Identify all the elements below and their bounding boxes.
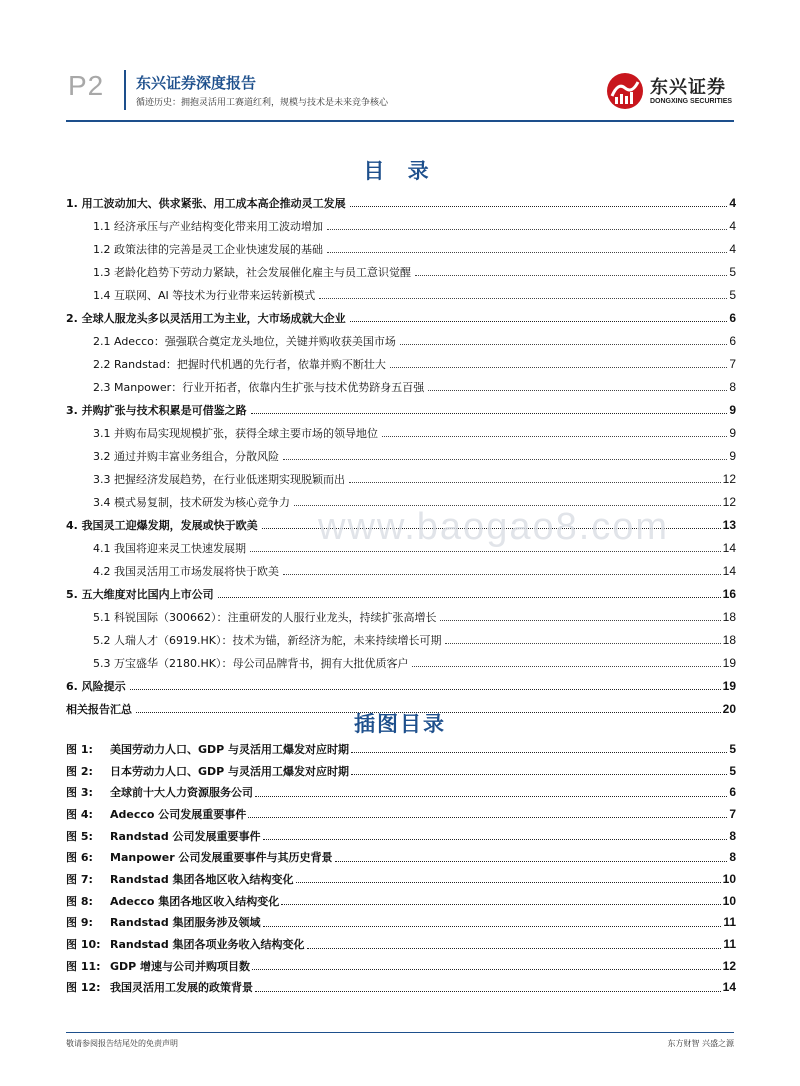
- toc-entry-page: 6: [729, 310, 736, 325]
- dot-leader: [327, 252, 727, 253]
- header-divider: [124, 70, 126, 110]
- toc-section-entry[interactable]: [66, 582, 736, 605]
- toc-section-entry[interactable]: [66, 306, 736, 329]
- figure-list-title: 插图目录: [354, 712, 446, 736]
- figure-entry[interactable]: [66, 760, 736, 782]
- toc-subsection-entry[interactable]: [66, 421, 736, 444]
- figure-title: 日本劳动力人口、GDP 与灵活用工爆发对应时期: [110, 764, 350, 778]
- figure-title: Adecco 公司发展重要事件: [110, 807, 247, 821]
- figure-entry[interactable]: [66, 846, 736, 868]
- figure-label: 图 6:: [66, 851, 93, 865]
- toc-entry-title: 4.1 我国将迎来灵工快速发展期: [93, 541, 246, 555]
- toc-entry-page: 14: [722, 563, 736, 578]
- figure-title: 全球前十大人力资源服务公司: [110, 786, 253, 800]
- toc-entry-title: 3. 并购扩张与技术积累是可借鉴之路: [66, 403, 247, 417]
- dot-leader: [440, 620, 720, 621]
- dot-leader: [400, 344, 727, 345]
- figure-entry[interactable]: [66, 955, 736, 977]
- dongxing-logo-icon: [606, 72, 644, 110]
- page-header: [0, 0, 800, 125]
- dot-leader: [415, 275, 727, 276]
- dot-leader: [350, 321, 728, 322]
- figure-title: Randstad 集团各项业务收入结构变化: [110, 938, 305, 952]
- figure-entry[interactable]: [66, 738, 736, 760]
- dot-leader: [350, 206, 728, 207]
- figure-page: 10: [722, 893, 736, 908]
- toc-entry-title: 3.1 并购布局实现规模扩张，获得全球主要市场的领导地位: [93, 426, 378, 440]
- report-title: 东兴证券深度报告: [136, 74, 257, 92]
- toc-entry-title: 5.2 人瑞人才（6919.HK）：技术为锚，新经济为舵，未来持续增长可期: [93, 633, 442, 647]
- toc-entry-title: 2. 全球人服龙头多以灵活用工为主业，大市场成就大企业: [66, 311, 346, 325]
- figure-label: 图 4:: [66, 807, 93, 821]
- toc-subsection-entry[interactable]: [66, 375, 736, 398]
- toc-entry-page: 5: [729, 264, 736, 279]
- figure-page: 5: [729, 741, 736, 756]
- dot-leader: [390, 367, 727, 368]
- footer-slogan: 东方财智 兴盛之源: [667, 1039, 734, 1048]
- toc-entry-title: 2.3 Manpower：行业开拓者，依靠内生扩张与技术优势跻身五百强: [93, 380, 425, 394]
- toc-entry-title: 4. 我国灵工迎爆发期，发展或快于欧美: [66, 518, 258, 532]
- figure-title: Randstad 公司发展重要事件: [110, 829, 261, 843]
- dot-leader: [250, 551, 721, 552]
- toc-entry-page: 16: [722, 586, 736, 601]
- toc-entry-title: 相关报告汇总: [66, 702, 132, 716]
- dot-leader: [382, 436, 727, 437]
- toc-entry-page: 19: [722, 655, 736, 670]
- header-rule: [66, 120, 734, 122]
- logo-english-name: DONGXING SECURITIES: [650, 98, 733, 105]
- toc-subsection-entry[interactable]: [66, 260, 736, 283]
- toc-entry-page: 9: [729, 448, 736, 463]
- toc-entry-page: 7: [729, 356, 736, 371]
- report-subtitle: 循迹历史：拥抱灵活用工赛道红利，规模与技术是未来竞争核心: [136, 98, 389, 108]
- logo-chinese-name: 东兴证券: [650, 77, 726, 98]
- figure-entry[interactable]: [66, 825, 736, 847]
- figure-label: 图 2:: [66, 764, 93, 778]
- figure-page: 12: [722, 958, 736, 973]
- dot-leader: [283, 459, 727, 460]
- toc-subsection-entry[interactable]: [66, 283, 736, 306]
- figure-page: 6: [729, 785, 736, 800]
- toc-entry-page: 18: [722, 632, 736, 647]
- company-logo: [606, 72, 746, 112]
- dot-leader: [130, 689, 721, 690]
- figure-entry[interactable]: [66, 912, 736, 934]
- figure-label: 图 3:: [66, 786, 93, 800]
- dot-leader: [445, 643, 720, 644]
- figure-page: 14: [722, 980, 736, 995]
- toc-subsection-entry[interactable]: [66, 214, 736, 237]
- toc-subsection-entry[interactable]: [66, 237, 736, 260]
- toc-entry-page: 12: [722, 494, 736, 509]
- dot-leader: [428, 390, 727, 391]
- toc-subsection-entry[interactable]: [66, 352, 736, 375]
- toc-entry-title: 5. 五大维度对比国内上市公司: [66, 587, 214, 601]
- dot-leader: [263, 839, 728, 840]
- figure-title: 美国劳动力人口、GDP 与灵活用工爆发对应时期: [110, 742, 350, 756]
- toc-subsection-entry[interactable]: [66, 651, 736, 674]
- toc-subsection-entry[interactable]: [66, 329, 736, 352]
- toc-entry-page: 20: [722, 701, 736, 716]
- dot-leader: [283, 574, 721, 575]
- figure-list: [66, 738, 736, 998]
- toc-entry-page: 4: [729, 195, 736, 210]
- toc-entry-title: 5.1 科锐国际（300662）：注重研发的人服行业龙头，持续扩张高增长: [93, 610, 437, 624]
- figure-title: Manpower 公司发展重要事件与其历史背景: [110, 851, 333, 865]
- toc-entry-title: 1.1 经济承压与产业结构变化带来用工波动增加: [93, 219, 323, 233]
- dot-leader: [255, 991, 721, 992]
- toc-subsection-entry[interactable]: [66, 444, 736, 467]
- toc-subsection-entry[interactable]: [66, 628, 736, 651]
- figure-entry[interactable]: [66, 977, 736, 999]
- toc-section-entry[interactable]: [66, 191, 736, 214]
- toc-entry-title: 6. 风险提示: [66, 679, 126, 693]
- toc-entry-page: 18: [722, 609, 736, 624]
- dot-leader: [281, 904, 720, 905]
- figure-title: 我国灵活用工发展的政策背景: [110, 981, 253, 995]
- toc-entry-title: 2.1 Adecco：强强联合奠定龙头地位，关键并购收获美国市场: [93, 334, 396, 348]
- dot-leader: [319, 298, 727, 299]
- toc-entry-page: 4: [729, 218, 736, 233]
- figure-entry[interactable]: [66, 890, 736, 912]
- figure-entry[interactable]: [66, 781, 736, 803]
- figure-title: Randstad 集团各地区收入结构变化: [110, 872, 294, 886]
- toc-entry-title: 5.3 万宝盛华（2180.HK）：母公司品牌背书，拥有大批优质客户: [93, 656, 409, 670]
- figure-page: 11: [723, 915, 736, 930]
- figure-page: 8: [729, 828, 736, 843]
- dot-leader: [218, 597, 721, 598]
- toc-entry-title: 4.2 我国灵活用工市场发展将快于欧美: [93, 564, 279, 578]
- toc-entry-page: 4: [729, 241, 736, 256]
- dot-leader: [255, 796, 727, 797]
- figure-page: 8: [729, 850, 736, 865]
- figure-page: 7: [729, 806, 736, 821]
- toc-subsection-entry[interactable]: [66, 467, 736, 490]
- toc-entry-title: 1.4 互联网、AI 等技术为行业带来运转新模式: [93, 288, 316, 302]
- toc-subsection-entry[interactable]: [66, 559, 736, 582]
- figure-page: 5: [729, 763, 736, 778]
- toc-entry-page: 13: [722, 517, 736, 532]
- toc-entry-title: 1.2 政策法律的完善是灵工企业快速发展的基础: [93, 242, 323, 256]
- watermark: www.baogao8.com: [318, 506, 670, 548]
- toc-entry-page: 14: [722, 540, 736, 555]
- figure-title: Adecco 集团各地区收入结构变化: [110, 894, 280, 908]
- toc-subsection-entry[interactable]: [66, 605, 736, 628]
- figure-label: 图 10:: [66, 938, 101, 952]
- figure-title: GDP 增速与公司并购项目数: [110, 959, 251, 973]
- dot-leader: [248, 817, 727, 818]
- figure-entry[interactable]: [66, 933, 736, 955]
- figure-label: 图 7:: [66, 872, 93, 886]
- dot-leader: [351, 774, 727, 775]
- dot-leader: [335, 861, 728, 862]
- toc-list: [66, 191, 736, 720]
- footer-rule: [66, 1032, 734, 1033]
- figure-label: 图 9:: [66, 916, 93, 930]
- dot-leader: [349, 482, 721, 483]
- figure-label: 图 1:: [66, 742, 93, 756]
- figure-label: 图 11:: [66, 959, 101, 973]
- toc-entry-title: 1.3 老龄化趋势下劳动力紧缺，社会发展催化雇主与员工意识觉醒: [93, 265, 411, 279]
- toc-title: 目 录: [363, 159, 437, 183]
- page-number: P2: [68, 70, 105, 101]
- toc-entry-title: 3.3 把握经济发展趋势，在行业低迷期实现脱颖而出: [93, 472, 345, 486]
- toc-entry-page: 6: [729, 333, 736, 348]
- toc-entry-page: 9: [729, 425, 736, 440]
- dot-leader: [351, 752, 727, 753]
- figure-label: 图 12:: [66, 981, 101, 995]
- dot-leader: [263, 926, 722, 927]
- figure-page: 11: [723, 937, 736, 952]
- toc-entry-page: 9: [729, 402, 736, 417]
- toc-entry-title: 3.2 通过并购丰富业务组合，分散风险: [93, 449, 279, 463]
- figure-entry[interactable]: [66, 868, 736, 890]
- toc-entry-page: 19: [722, 678, 736, 693]
- toc-section-entry[interactable]: [66, 674, 736, 697]
- toc-entry-page: 5: [729, 287, 736, 302]
- dot-leader: [252, 969, 721, 970]
- toc-entry-title: 2.2 Randstad：把握时代机遇的先行者，依靠并购不断壮大: [93, 357, 386, 371]
- dot-leader: [251, 413, 728, 414]
- toc-section-entry[interactable]: [66, 398, 736, 421]
- figure-page: 10: [722, 871, 736, 886]
- toc-entry-title: 3.4 模式易复制，技术研发为核心竞争力: [93, 495, 290, 509]
- dot-leader: [327, 229, 727, 230]
- footer-disclaimer: 敬请参阅报告结尾处的免责声明: [66, 1039, 178, 1048]
- toc-entry-page: 8: [729, 379, 736, 394]
- figure-entry[interactable]: [66, 803, 736, 825]
- dot-leader: [412, 666, 720, 667]
- figure-label: 图 8:: [66, 894, 93, 908]
- dot-leader: [307, 948, 722, 949]
- figure-title: Randstad 集团服务涉及领域: [110, 916, 261, 930]
- toc-entry-title: 1. 用工波动加大、供求紧张、用工成本高企推动灵工发展: [66, 196, 346, 210]
- figure-label: 图 5:: [66, 829, 93, 843]
- dot-leader: [296, 882, 721, 883]
- toc-entry-page: 12: [722, 471, 736, 486]
